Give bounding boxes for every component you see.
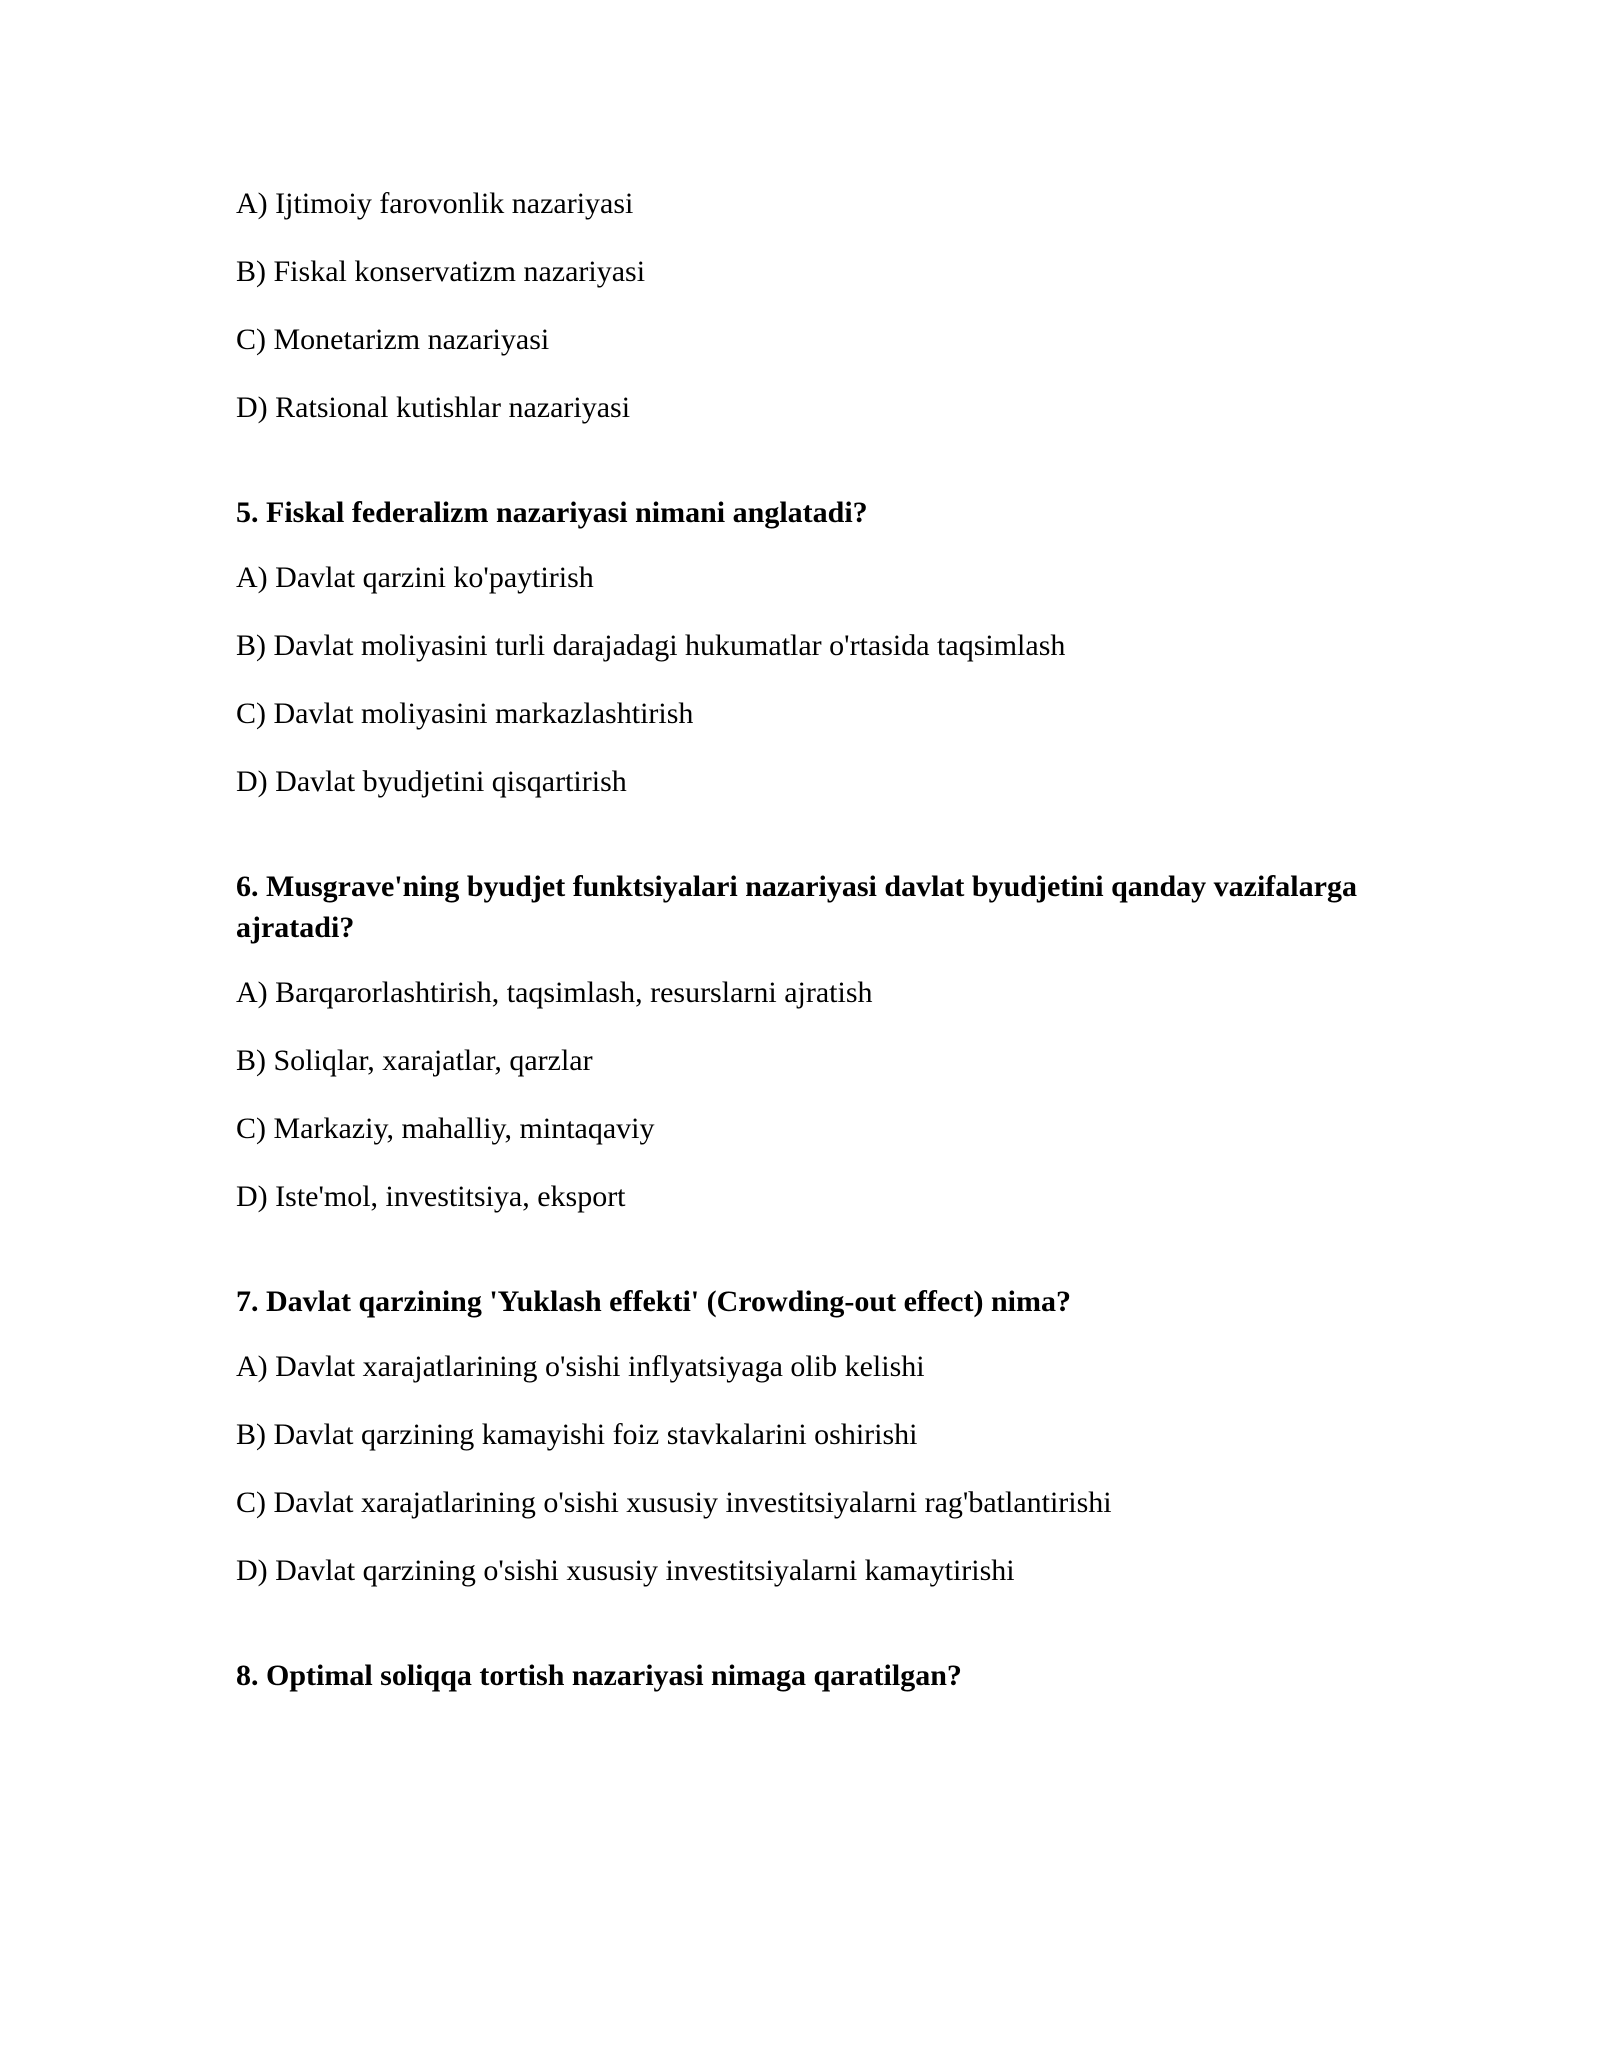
question-block-5 <box>236 492 1366 800</box>
option-b: B) Fiskal konservatizm nazariyasi <box>236 255 646 288</box>
option-c: C) Davlat xarajatlarining o'sishi xususiy investitsiyalarni rag'batlantirishi <box>236 1486 1112 1519</box>
option-d: D) Davlat qarzining o'sishi xususiy investitsiyalarni kamaytirishi <box>236 1554 1015 1587</box>
option-a: A) Davlat xarajatlarining o'sishi inflyatsiyaga olib kelishi <box>236 1350 925 1383</box>
question-block-6 <box>236 866 1366 1215</box>
option-d: D) Davlat byudjetini qisqartirish <box>236 765 627 798</box>
question-heading: 6. Musgrave'ning byudjet funktsiyalari nazariyasi davlat byudjetini qanday vazifalarga ajratadi? <box>236 870 1357 944</box>
option-d: D) Ratsional kutishlar nazariyasi <box>236 391 631 424</box>
option-a: A) Davlat qarzini ko'paytirish <box>236 561 594 594</box>
option-b: B) Davlat qarzining kamayishi foiz stavkalarini oshirishi <box>236 1418 918 1451</box>
question-heading: 7. Davlat qarzining 'Yuklash effekti' (Crowding-out effect) nima? <box>236 1285 1071 1318</box>
option-a: A) Barqarorlashtirish, taqsimlash, resurslarni ajratish <box>236 976 873 1009</box>
option-b: B) Soliqlar, xarajatlar, qarzlar <box>236 1044 593 1077</box>
document-content <box>236 186 1366 1723</box>
option-a: A) Ijtimoiy farovonlik nazariyasi <box>236 187 634 220</box>
option-c: C) Davlat moliyasini markazlashtirish <box>236 697 694 730</box>
option-c: C) Markaziy, mahalliy, mintaqaviy <box>236 1112 655 1145</box>
question-block-8 <box>236 1655 1366 1696</box>
question-heading: 5. Fiskal federalizm nazariyasi nimani anglatadi? <box>236 496 868 529</box>
option-b: B) Davlat moliyasini turli darajadagi hukumatlar o'rtasida taqsimlash <box>236 629 1066 662</box>
option-c: C) Monetarizm nazariyasi <box>236 323 550 356</box>
option-d: D) Iste'mol, investitsiya, eksport <box>236 1180 626 1213</box>
question-block-4-options <box>236 186 1366 426</box>
question-heading: 8. Optimal soliqqa tortish nazariyasi nimaga qaratilgan? <box>236 1659 962 1692</box>
question-block-7 <box>236 1281 1366 1589</box>
